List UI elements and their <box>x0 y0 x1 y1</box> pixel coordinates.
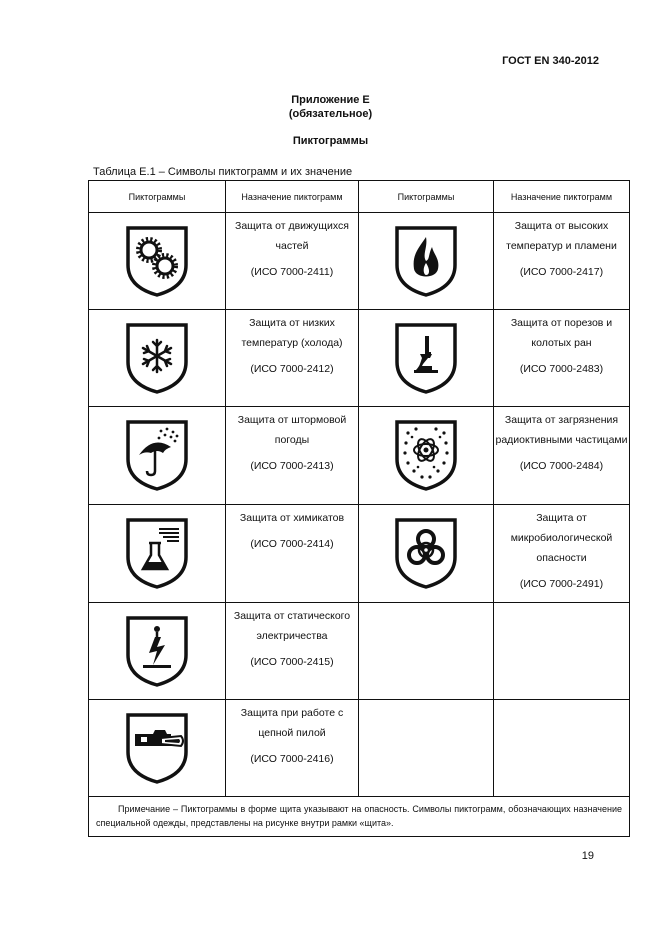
pictogram-cell <box>359 407 494 505</box>
description-cell <box>226 603 359 700</box>
pictogram-cell <box>89 213 226 310</box>
iso-code: (ИСО 7000-2416) <box>250 753 334 765</box>
note-text: Примечание – Пиктограммы в форме щита указывают на опасность. Символы пиктограмм, обозначающих назначение специальной одежды, представлены на рисунке внутри рамки «щита». <box>96 804 622 828</box>
pictogram-cell <box>89 603 226 700</box>
description-cell <box>226 213 359 310</box>
table-row <box>89 505 630 603</box>
iso-code: (ИСО 7000-2491) <box>519 578 604 590</box>
column-header: Пиктограммы <box>359 181 494 213</box>
snowflake-icon <box>125 322 189 394</box>
page-number: 19 <box>581 850 594 862</box>
iso-code: (ИСО 7000-2484) <box>519 460 604 472</box>
table-note <box>89 797 630 837</box>
column-header: Пиктограммы <box>89 181 226 213</box>
pictogram-cell <box>89 407 226 505</box>
table-header-row <box>89 181 630 213</box>
iso-code: (ИСО 7000-2415) <box>250 656 334 668</box>
iso-code: (ИСО 7000-2411) <box>250 266 334 278</box>
table-row <box>89 700 630 797</box>
annex-status: (обязательное) <box>288 108 373 120</box>
description-cell <box>494 310 630 407</box>
pictogram-cell <box>359 505 494 603</box>
description-text: Защита от движущихся частей <box>234 220 349 252</box>
description-text: Защита от штормовой погоды <box>237 414 347 446</box>
description-cell <box>226 505 359 603</box>
description-cell <box>494 505 630 603</box>
empty-cell <box>359 603 494 700</box>
description-cell <box>494 407 630 505</box>
cut-stab-icon <box>394 322 458 394</box>
description-cell <box>226 407 359 505</box>
pictogram-table <box>88 180 630 837</box>
iso-code: (ИСО 7000-2413) <box>250 460 334 472</box>
description-text: Защита от загрязнения радиоктивными частицами <box>495 414 628 446</box>
moving-parts-icon <box>125 225 189 297</box>
table-row <box>89 213 630 310</box>
description-cell <box>494 213 630 310</box>
table-row <box>89 310 630 407</box>
annex-title: Приложение Е <box>291 94 370 106</box>
chemical-flask-icon <box>125 517 189 589</box>
note-row <box>89 797 630 837</box>
flame-icon <box>394 225 458 297</box>
iso-code: (ИСО 7000-2483) <box>519 363 604 375</box>
pictogram-cell <box>89 310 226 407</box>
description-text: Защита от статического электричества <box>233 610 351 642</box>
table-row <box>89 603 630 700</box>
standard-number: ГОСТ EN 340-2012 <box>502 55 599 67</box>
umbrella-rain-icon <box>125 419 189 491</box>
empty-cell <box>359 700 494 797</box>
pictogram-cell <box>89 700 226 797</box>
description-text: Защита от порезов и колотых ран <box>510 317 613 349</box>
description-text: Защита от высоких температур и пламени <box>506 220 617 252</box>
description-text: Защита от химикатов <box>239 512 345 524</box>
description-cell <box>226 700 359 797</box>
pictogram-cell <box>359 213 494 310</box>
column-header: Назначение пиктограмм <box>494 181 630 213</box>
static-electricity-icon <box>125 615 189 687</box>
description-text: Защита при работе с цепной пилой <box>240 707 344 739</box>
empty-cell <box>494 603 630 700</box>
description-text: Защита от микробиологической опасности <box>510 512 613 564</box>
description-cell <box>226 310 359 407</box>
annex-heading <box>0 93 661 121</box>
table-caption: Таблица Е.1 – Символы пиктограмм и их значение <box>93 166 353 178</box>
section-title: Пиктограммы <box>292 135 369 147</box>
table-row <box>89 407 630 505</box>
biohazard-icon <box>394 517 458 589</box>
pictogram-cell <box>359 310 494 407</box>
iso-code: (ИСО 7000-2412) <box>250 363 334 375</box>
iso-code: (ИСО 7000-2414) <box>250 538 334 550</box>
column-header: Назначение пиктограмм <box>226 181 359 213</box>
iso-code: (ИСО 7000-2417) <box>519 266 604 278</box>
radioactive-particles-icon <box>394 419 458 491</box>
chainsaw-icon <box>125 712 189 784</box>
description-text: Защита от низких температур (холода) <box>241 317 343 349</box>
pictogram-cell <box>89 505 226 603</box>
empty-cell <box>494 700 630 797</box>
